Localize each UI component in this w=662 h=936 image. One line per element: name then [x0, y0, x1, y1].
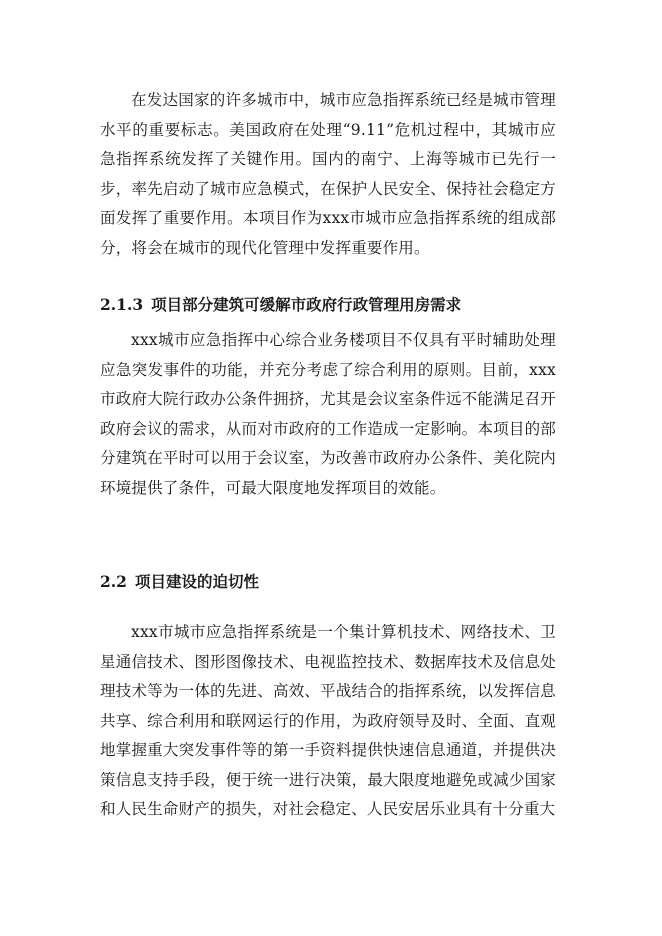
section-2-1-3-paragraph-text: xxx城市应急指挥中心综合业务楼项目不仅具有平时辅助处理应急突发事件的功能，并充分考虑了综合利用的原则。目前，xxx市政府大院行政办公条件拥挤，尤其是会议室条件远不能满足召开政府会议的需求，从而对市政府的工作造成一定影响。本项目的部分建筑在平时可以用于会议室，为改善市政府办公条件、美化院内环境提供了条件，可最大限度地发挥项目的效能。	[100, 331, 556, 497]
section-number: 2.1.3	[100, 295, 144, 314]
section-2-1-3-paragraph	[100, 326, 556, 503]
section-2-2-paragraph-text: xxx市城市应急指挥系统是一个集计算机技术、网络技术、卫星通信技术、图形图像技术、电视监控技术、数据库技术及信息处理技术等为一体的先进、高效、平战结合的指挥系统，以发挥信息共享、综合利用和联网运行的作用，为政府领导及时、全面、直观地掌握重大突发事件等的第一手资料提供快速信息通道，并提供决策信息支持手段，便于统一进行决策，最大限度地避免或减少国家和人民生命财产的损失，对社会稳定、人民安居乐业具有十分重大	[100, 623, 556, 818]
section-number: 2.2	[100, 572, 127, 591]
section-heading-2-2	[100, 571, 259, 593]
intro-paragraph-text: 在发达国家的许多城市中，城市应急指挥系统已经是城市管理水平的重要标志。美国政府在处理“9.11”危机过程中，其城市应急指挥系统发挥了关键作用。国内的南宁、上海等城市已先行一步，率先启动了城市应急模式，在保护人民安全、保持社会稳定方面发挥了重要作用。本项目作为xxx市城市应急指挥系统的组成部分，将会在城市的现代化管理中发挥重要作用。	[100, 91, 556, 257]
intro-paragraph	[100, 86, 556, 263]
section-title: 项目部分建筑可缓解市政府行政管理用房需求	[151, 295, 462, 314]
section-heading-2-1-3	[100, 294, 461, 316]
section-title: 项目建设的迫切性	[134, 572, 259, 591]
section-2-2-paragraph	[100, 618, 556, 825]
